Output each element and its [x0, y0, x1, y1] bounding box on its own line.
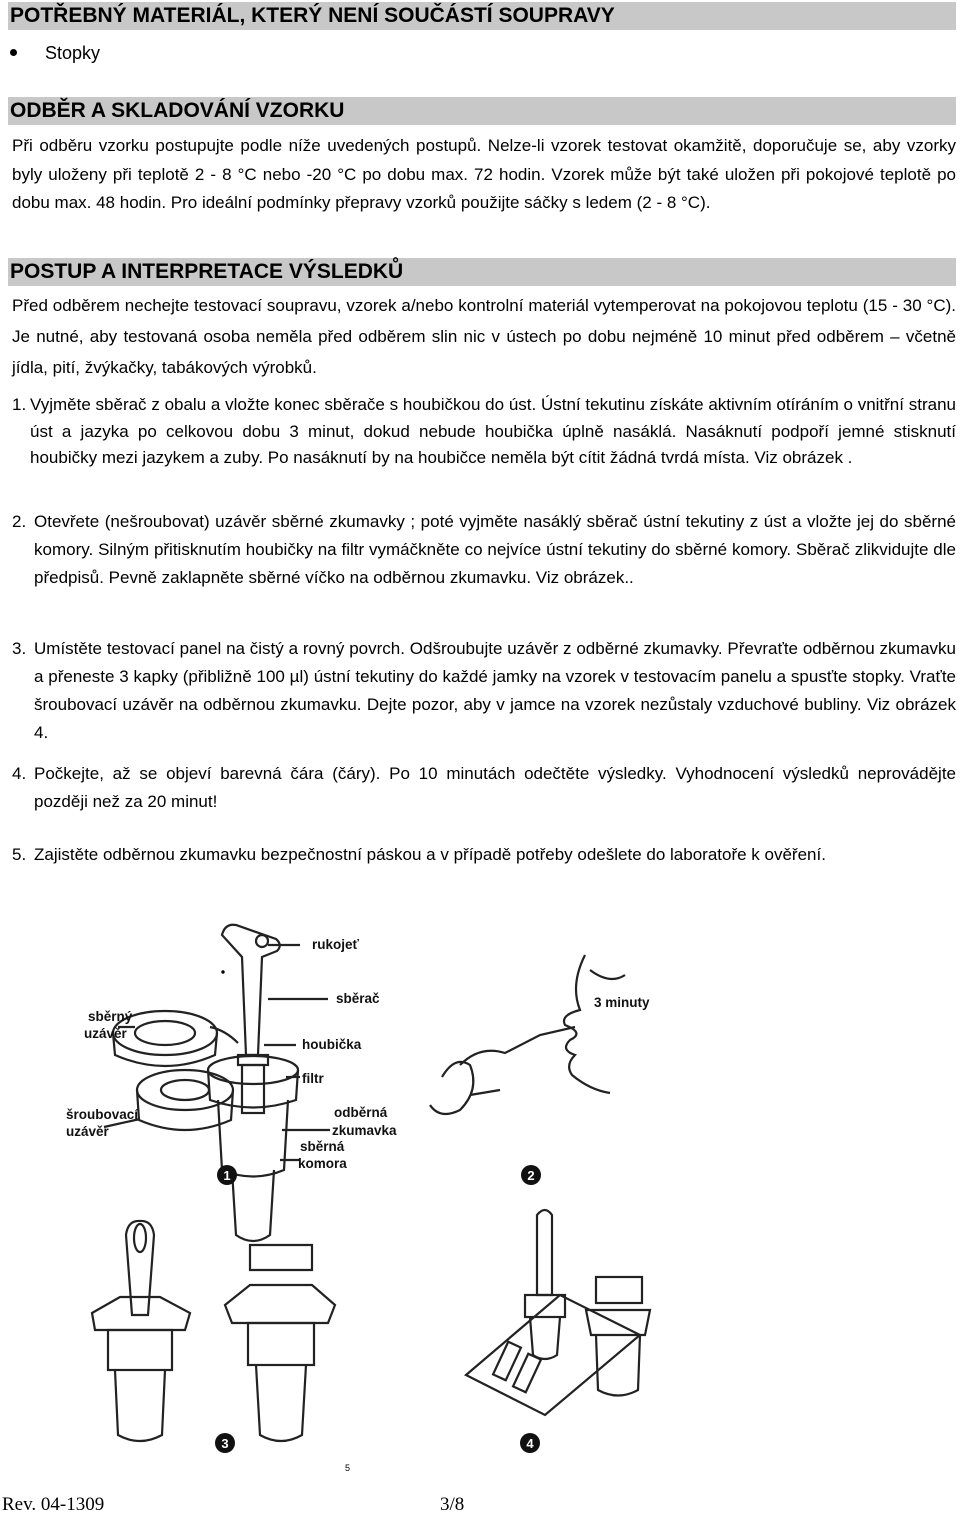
procedure-step-5	[12, 842, 956, 867]
page-mark: 5	[345, 1463, 351, 1473]
label-sberna-komora: komora	[298, 1156, 347, 1171]
label-rukojet: rukojeť	[312, 937, 359, 952]
label-sberny-uzaver: sběrný	[88, 1009, 133, 1024]
procedure-step-4	[12, 760, 956, 816]
label-sberna-komora: sběrná	[300, 1139, 345, 1154]
label-odberna-zkumavka: zkumavka	[332, 1123, 397, 1138]
heading-procedure: POSTUP A INTERPRETACE VÝSLEDKŮ	[8, 258, 956, 286]
heading-sampling: ODBĚR A SKLADOVÁNÍ VZORKU	[8, 97, 956, 125]
label-sberac: sběrač	[336, 991, 380, 1006]
step-number: 5.	[12, 845, 27, 864]
label-sberny-uzaver: uzávěr	[84, 1026, 127, 1041]
procedure-step-1	[12, 392, 956, 472]
procedure-intro: Před odběrem nechejte testovací soupravu, vzorek a/nebo kontrolní materiál vytemperovat na pokojovou teplotu (15 - 30 °C). Je nutné, aby testovaná osoba neměla před odběrem slin nic v ústech po dobu nejméně 10 minut před odběrem – včetně jídla, pití, žvýkačky, tabákových výrobků.	[12, 296, 956, 377]
step-marker-label: 4	[526, 1436, 534, 1451]
step-number: 1.	[12, 395, 27, 414]
label-3-minuty: 3 minuty	[594, 995, 650, 1010]
label-sroubovaci-uzaver: uzávěr	[66, 1124, 109, 1139]
label-sroubovaci-uzaver: šroubovací	[66, 1107, 139, 1122]
step-number: 4.	[12, 764, 27, 783]
heading-material: POTŘEBNÝ MATERIÁL, KTERÝ NENÍ SOUČÁSTÍ SOUPRAVY	[8, 2, 956, 30]
footer-revision: Rev. 04-1309	[2, 1494, 105, 1515]
test-panel-drawing	[466, 1210, 650, 1415]
mouth-collection-drawing	[430, 955, 625, 1114]
procedure-step-2	[12, 508, 956, 592]
sampling-paragraph: Při odběru vzorku postupujte podle níže uvedených postupů. Nelze-li vzorek testovat okamžitě, doporučuje se, aby vzorky byly uloženy při teplotě 2 - 8 °C nebo -20 °C po dobu max. 72 hodin. Vzorek může být také uložen při pokojové teplotě po dobu max. 48 hodin. Pro ideální podmínky přepravy vzorků použijte sáčky s ledem (2 - 8 °C).	[12, 136, 956, 212]
list-item	[10, 42, 100, 64]
list-item-text: Stopky	[45, 43, 101, 63]
label-filtr: filtr	[302, 1071, 324, 1086]
label-odberna-zkumavka: odběrná	[334, 1105, 388, 1120]
bullet-icon	[10, 49, 17, 56]
step-marker-label: 3	[221, 1436, 229, 1451]
step-text: Otevřete (nešroubovat) uzávěr sběrné zkumavky ; poté vyjměte nasáklý sběrač ústní tekutiny z úst a vložte jej do sběrné komory. Silným přitisknutím houbičky na filtr vymáčkněte co nejvíce ústní tekutiny do sběrné komory. Sběrač zlikvidujte dle předpisů. Pevně zaklapněte sběrné víčko na odběrnou zkumavku. Viz obrázek..	[34, 512, 956, 587]
procedure-illustration	[0, 915, 960, 1475]
footer-page-number: 3/8	[440, 1494, 465, 1515]
step-text: Počkejte, až se objeví barevná čára (čáry). Po 10 minutách odečtěte výsledky. Vyhodnocení výsledků neprovádějte později než za 20 minut!	[34, 764, 956, 811]
procedure-step-3	[12, 635, 956, 747]
collector-into-tube-drawing	[92, 1221, 335, 1441]
step-text: Zajistěte odběrnou zkumavku bezpečnostní páskou a v případě potřeby odešlete do laboratoře k ověření.	[34, 845, 826, 864]
step-marker-label: 2	[527, 1168, 535, 1183]
collector-device-drawing	[104, 925, 330, 1241]
label-houbicka: houbička	[302, 1037, 362, 1052]
step-number: 2.	[12, 512, 27, 531]
step-text: Vyjměte sběrač z obalu a vložte konec sběrače s houbičkou do úst. Ústní tekutinu získáte aktivním otíráním o vnitřní stranu úst a jazyka po celkovou dobu 3 minut, dokud nebude houbička úplně nasáklá. Nasáknutí podpoří jemné stisknutí houbičky mezi jazykem a zuby. Po nasáknutí by na houbičce neměla být cítit žádná tvrdá místa. Viz obrázek .	[30, 395, 956, 467]
step-number: 3.	[12, 639, 27, 658]
step-text: Umístěte testovací panel na čistý a rovný povrch. Odšroubujte uzávěr z odběrné zkumavky. Převraťte odběrnou zkumavku a přeneste 3 kapky (přibližně 100 µl) ústní tekutiny do každé jamky na vzorek v testovacím panelu a spusťte stopky. Vraťte šroubovací uzávěr na odběrnou zkumavku. Dejte pozor, aby v jamce na vzorek nezůstaly vzduchové bubliny. Viz obrázek 4.	[34, 639, 956, 742]
step-marker-label: 1	[223, 1168, 231, 1183]
